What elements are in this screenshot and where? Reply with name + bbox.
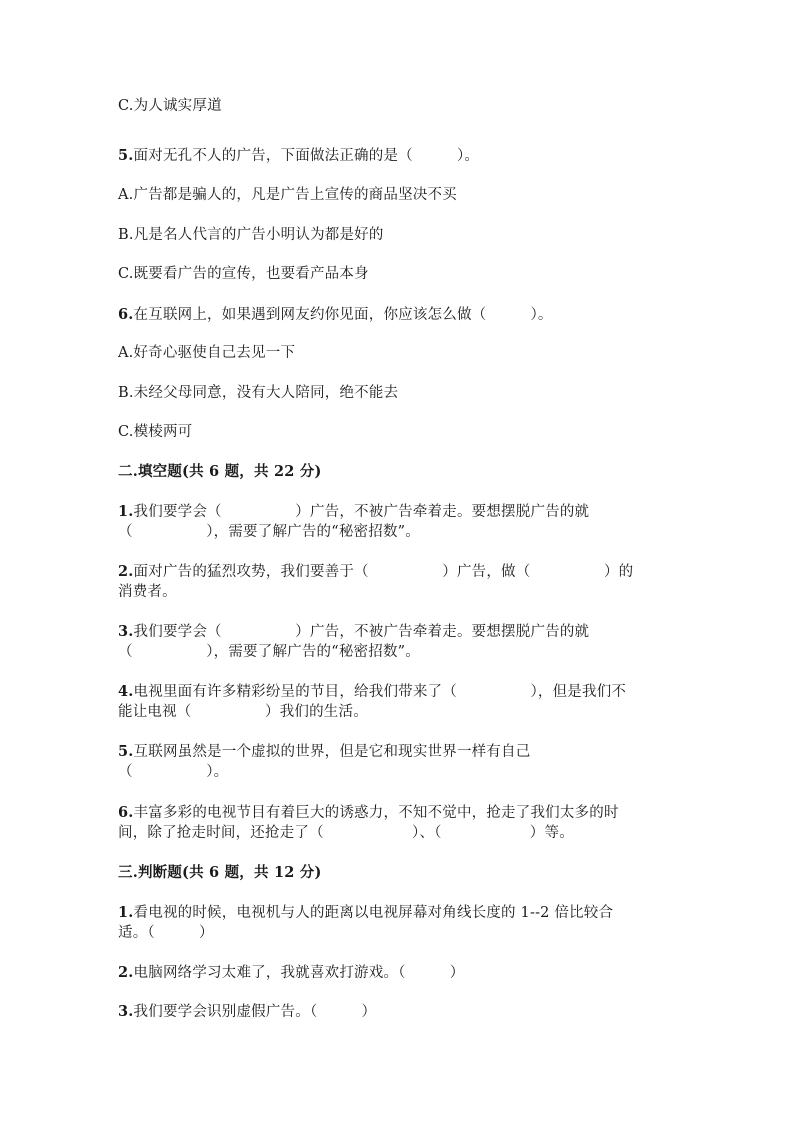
fill-q3-line2: （ ），需要了解广告的“秘密招数”。 bbox=[118, 644, 420, 660]
q6-option-c: C.模棱两可 bbox=[118, 424, 193, 440]
fill-q5-line1 bbox=[118, 741, 530, 763]
fill-q2-line2: 消费者。 bbox=[118, 584, 177, 600]
section-heading-fill-blank: 二.填空题(共 6 题，共 22 分) bbox=[118, 463, 322, 480]
judge-q1-text1: 看电视的时候，电视机与人的距离以电视屏幕对角线长度的 1--2 倍比较合 bbox=[133, 905, 614, 921]
fill-q6-text1: 丰富多彩的电视节目有着巨大的诱惑力，不知不觉中，抢走了我们太多的时 bbox=[133, 805, 619, 821]
fill-q3-text1: 我们要学会（ ）广告，不被广告牵着走。要想摆脱广告的就 bbox=[133, 624, 590, 640]
judge-q2-number: 2. bbox=[118, 964, 134, 981]
fill-q3-number: 3. bbox=[118, 623, 134, 640]
judge-q1-number: 1. bbox=[118, 904, 134, 921]
judge-q3-text: 我们要学会识别虚假广告。（ ） bbox=[133, 1004, 377, 1020]
judge-q3 bbox=[118, 1001, 376, 1023]
section-heading-judgement: 三.判断题(共 6 题，共 12 分) bbox=[118, 864, 322, 881]
fill-q4-line2: 能让电视（ ）我们的生活。 bbox=[118, 704, 368, 720]
fill-q2-text1: 面对广告的猛烈攻势，我们要善于（ ）广告，做（ ）的 bbox=[133, 564, 634, 580]
q6-number: 6. bbox=[118, 306, 134, 323]
q5-number: 5. bbox=[118, 147, 134, 164]
judge-q3-number: 3. bbox=[118, 1003, 134, 1020]
fill-q4-text1: 电视里面有许多精彩纷呈的节目，给我们带来了（ ），但是我们不 bbox=[133, 684, 627, 700]
q5-option-c: C.既要看广告的宣传，也要看产品本身 bbox=[118, 266, 369, 282]
fill-q1-text1: 我们要学会（ ）广告，不被广告牵着走。要想摆脱广告的就 bbox=[133, 504, 590, 520]
q5-option-b: B.凡是名人代言的广告小明认为都是好的 bbox=[118, 227, 384, 243]
fill-q1-line1 bbox=[118, 501, 589, 523]
fill-q5-text1: 互联网虽然是一个虚拟的世界，但是它和现实世界一样有自己 bbox=[133, 744, 531, 760]
fill-q1-number: 1. bbox=[118, 503, 134, 520]
q6-stem bbox=[118, 304, 553, 326]
fill-q6-number: 6. bbox=[118, 804, 134, 821]
q5-text: 面对无孔不人的广告，下面做法正确的是（ ）。 bbox=[133, 148, 480, 164]
fill-q4-line1 bbox=[118, 681, 626, 703]
judge-q1-line1 bbox=[118, 902, 613, 924]
q4-option-c: C.为人诚实厚道 bbox=[118, 98, 222, 114]
judge-q1-line2: 适。（ ） bbox=[118, 925, 214, 941]
fill-q4-number: 4. bbox=[118, 683, 134, 700]
fill-q2-number: 2. bbox=[118, 563, 134, 580]
exam-page bbox=[118, 0, 678, 1123]
fill-q1-line2: （ ），需要了解广告的“秘密招数”。 bbox=[118, 524, 420, 540]
judge-q2-text: 电脑网络学习太难了，我就喜欢打游戏。（ ） bbox=[133, 965, 465, 981]
judge-q2 bbox=[118, 962, 464, 984]
q6-text: 在互联网上，如果遇到网友约你见面，你应该怎么做（ ）。 bbox=[133, 307, 553, 323]
fill-q5-number: 5. bbox=[118, 743, 134, 760]
fill-q2-line1 bbox=[118, 561, 633, 583]
q6-option-b: B.未经父母同意，没有大人陪同，绝不能去 bbox=[118, 385, 399, 401]
fill-q6-line1 bbox=[118, 802, 619, 824]
q6-option-a: A.好奇心驱使自己去见一下 bbox=[118, 345, 296, 361]
fill-q3-line1 bbox=[118, 621, 589, 643]
q5-option-a: A.广告都是骗人的，凡是广告上宣传的商品坚决不买 bbox=[118, 187, 457, 203]
fill-q5-line2: （ ）。 bbox=[118, 764, 229, 780]
fill-q6-line2: 间，除了抢走时间，还抢走了（ ）、（ ）等。 bbox=[118, 825, 574, 841]
q5-stem bbox=[118, 145, 479, 167]
